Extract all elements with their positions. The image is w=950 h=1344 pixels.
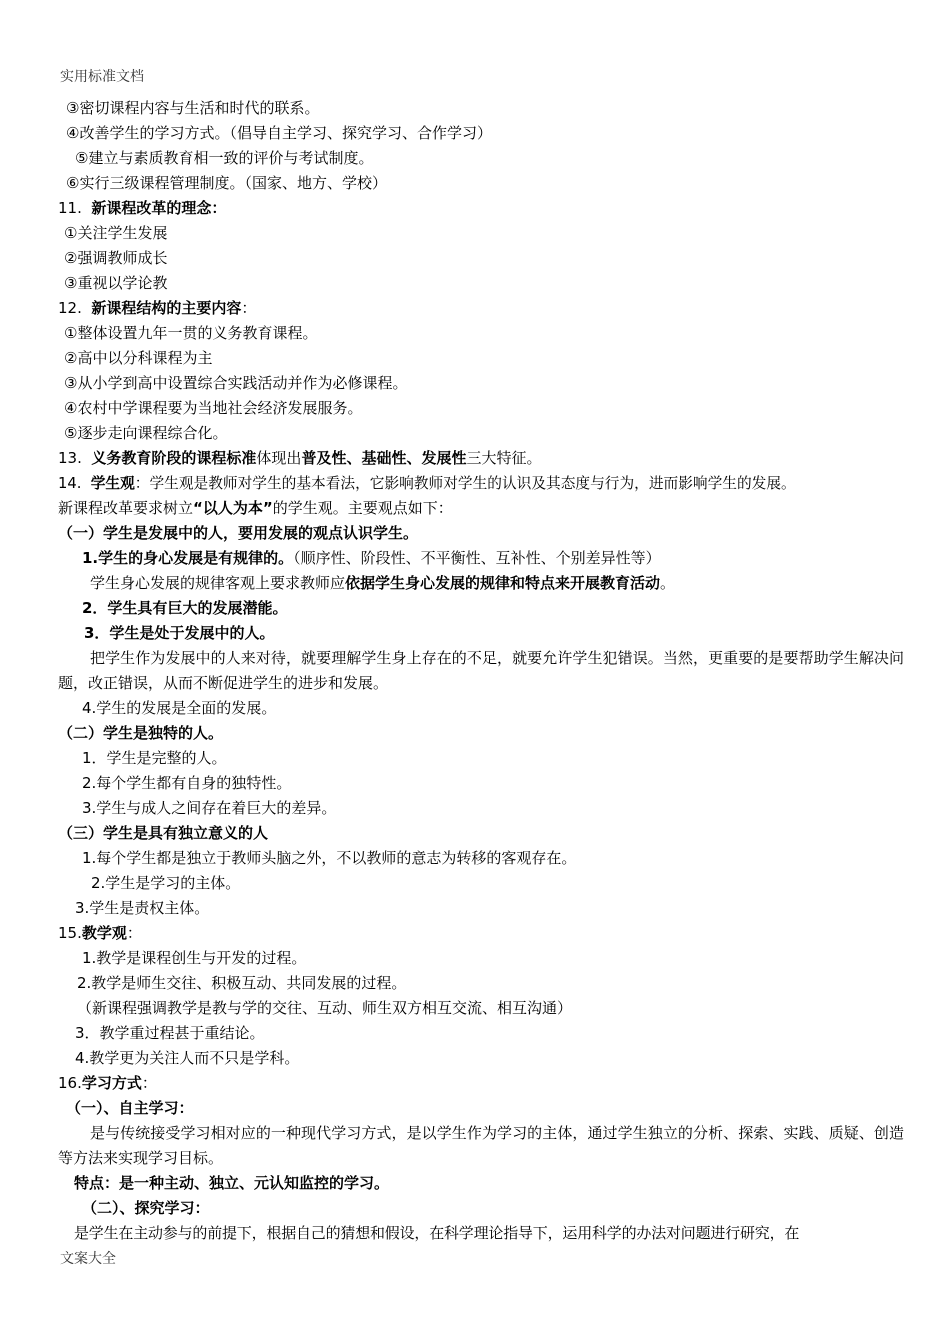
page-header: 实用标准文档 (60, 69, 144, 85)
list-item: 2.教学是师生交往、积极互动、共同发展的过程。 (77, 974, 407, 992)
list-item: 3．学生是处于发展中的人。 (84, 624, 275, 642)
list-item: ③重视以学论教 (64, 274, 168, 292)
list-item: ①整体设置九年一贯的义务教育课程。 (64, 324, 318, 342)
page-footer: 文案大全 (60, 1251, 116, 1267)
list-item: 3.学生与成人之间存在着巨大的差异。 (82, 799, 337, 817)
subsection-heading: （一）学生是发展中的人，要用发展的观点认识学生。 (58, 524, 419, 542)
list-item: ②强调教师成长 (64, 249, 168, 267)
subsection-heading: （二）学生是独特的人。 (58, 724, 224, 742)
list-item: ⑤建立与素质教育相一致的评价与考试制度。 (75, 149, 374, 167)
list-item: 3.学生是责权主体。 (75, 899, 210, 917)
list-item: ②高中以分科课程为主 (64, 349, 213, 367)
list-item: ④农村中学课程要为当地社会经济发展服务。 (64, 399, 363, 417)
section-heading: 15.教学观： (58, 924, 142, 942)
subsection-heading: （二）、探究学习： (82, 1199, 210, 1217)
paragraph: 把学生作为发展中的人来对待，就要理解学生身上存在的不足，就要允许学生犯错误。当然，更重要的是要帮助学生解决问题，改正错误，从而不断促进学生的进步和发展。 (58, 649, 904, 692)
list-item: 4.教学更为关注人而不只是学科。 (75, 1049, 300, 1067)
paragraph: 是与传统接受学习相对应的一种现代学习方式，是以学生作为学习的主体，通过学生独立的分析、探索、实践、质疑、创造等方法来实现学习目标。 (58, 1124, 904, 1167)
list-item: 2．学生具有巨大的发展潜能。 (82, 599, 288, 617)
list-item: 1.教学是课程创生与开发的过程。 (82, 949, 307, 967)
list-item: ③从小学到高中设置综合实践活动并作为必修课程。 (64, 374, 408, 392)
list-item: 2.学生是学习的主体。 (91, 874, 241, 892)
section-heading: 13. 义务教育阶段的课程标准体现出普及性、基础性、发展性三大特征。 (58, 449, 542, 467)
paragraph-line: （新课程强调教学是教与学的交往、互动、师生双方相互交流、相互沟通） (77, 999, 573, 1017)
section-heading: 14. 学生观：学生观是教师对学生的基本看法，它影响教师对学生的认识及其态度与行为，进而影响学生的发展。 (58, 475, 796, 492)
section-heading: 16.学习方式： (58, 1074, 157, 1092)
subsection-heading: （三）学生是具有独立意义的人 (58, 824, 269, 842)
list-item: ③密切课程内容与生活和时代的联系。 (66, 99, 320, 117)
list-item: 1．学生是完整的人。 (82, 749, 227, 767)
paragraph-line: 是学生在主动参与的前提下，根据自己的猜想和假设，在科学理论指导下，运用科学的办法对问题进行研究，在 (74, 1224, 800, 1242)
list-item: 1.学生的身心发展是有规律的。（顺序性、阶段性、不平衡性、互补性、个别差异性等） (82, 549, 661, 567)
paragraph-line: 特点：是一种主动、独立、元认知监控的学习。 (74, 1174, 390, 1192)
list-item: ④改善学生的学习方式。（倡导自主学习、探究学习、合作学习） (66, 124, 492, 142)
list-item: 4.学生的发展是全面的发展。 (82, 699, 277, 717)
section-heading: 12. 新课程结构的主要内容： (58, 299, 257, 317)
list-item: 2.每个学生都有自身的独特性。 (82, 774, 292, 792)
list-item: 3．教学重过程甚于重结论。 (75, 1024, 265, 1042)
list-item: ⑥实行三级课程管理制度。（国家、地方、学校） (66, 174, 387, 192)
subsection-heading: （一）、自主学习： (66, 1099, 194, 1117)
list-item: ①关注学生发展 (64, 224, 168, 242)
list-item: 1.每个学生都是独立于教师头脑之外，不以教师的意志为转移的客观存在。 (82, 849, 577, 867)
paragraph-line: 学生身心发展的规律客观上要求教师应依据学生身心发展的规律和特点来开展教育活动。 (90, 574, 676, 592)
paragraph-line: 新课程改革要求树立“以人为本”的学生观。主要观点如下： (58, 499, 453, 517)
list-item: ⑤逐步走向课程综合化。 (64, 424, 228, 442)
document-body (58, 96, 904, 1246)
section-heading: 11. 新课程改革的理念： (58, 199, 227, 217)
